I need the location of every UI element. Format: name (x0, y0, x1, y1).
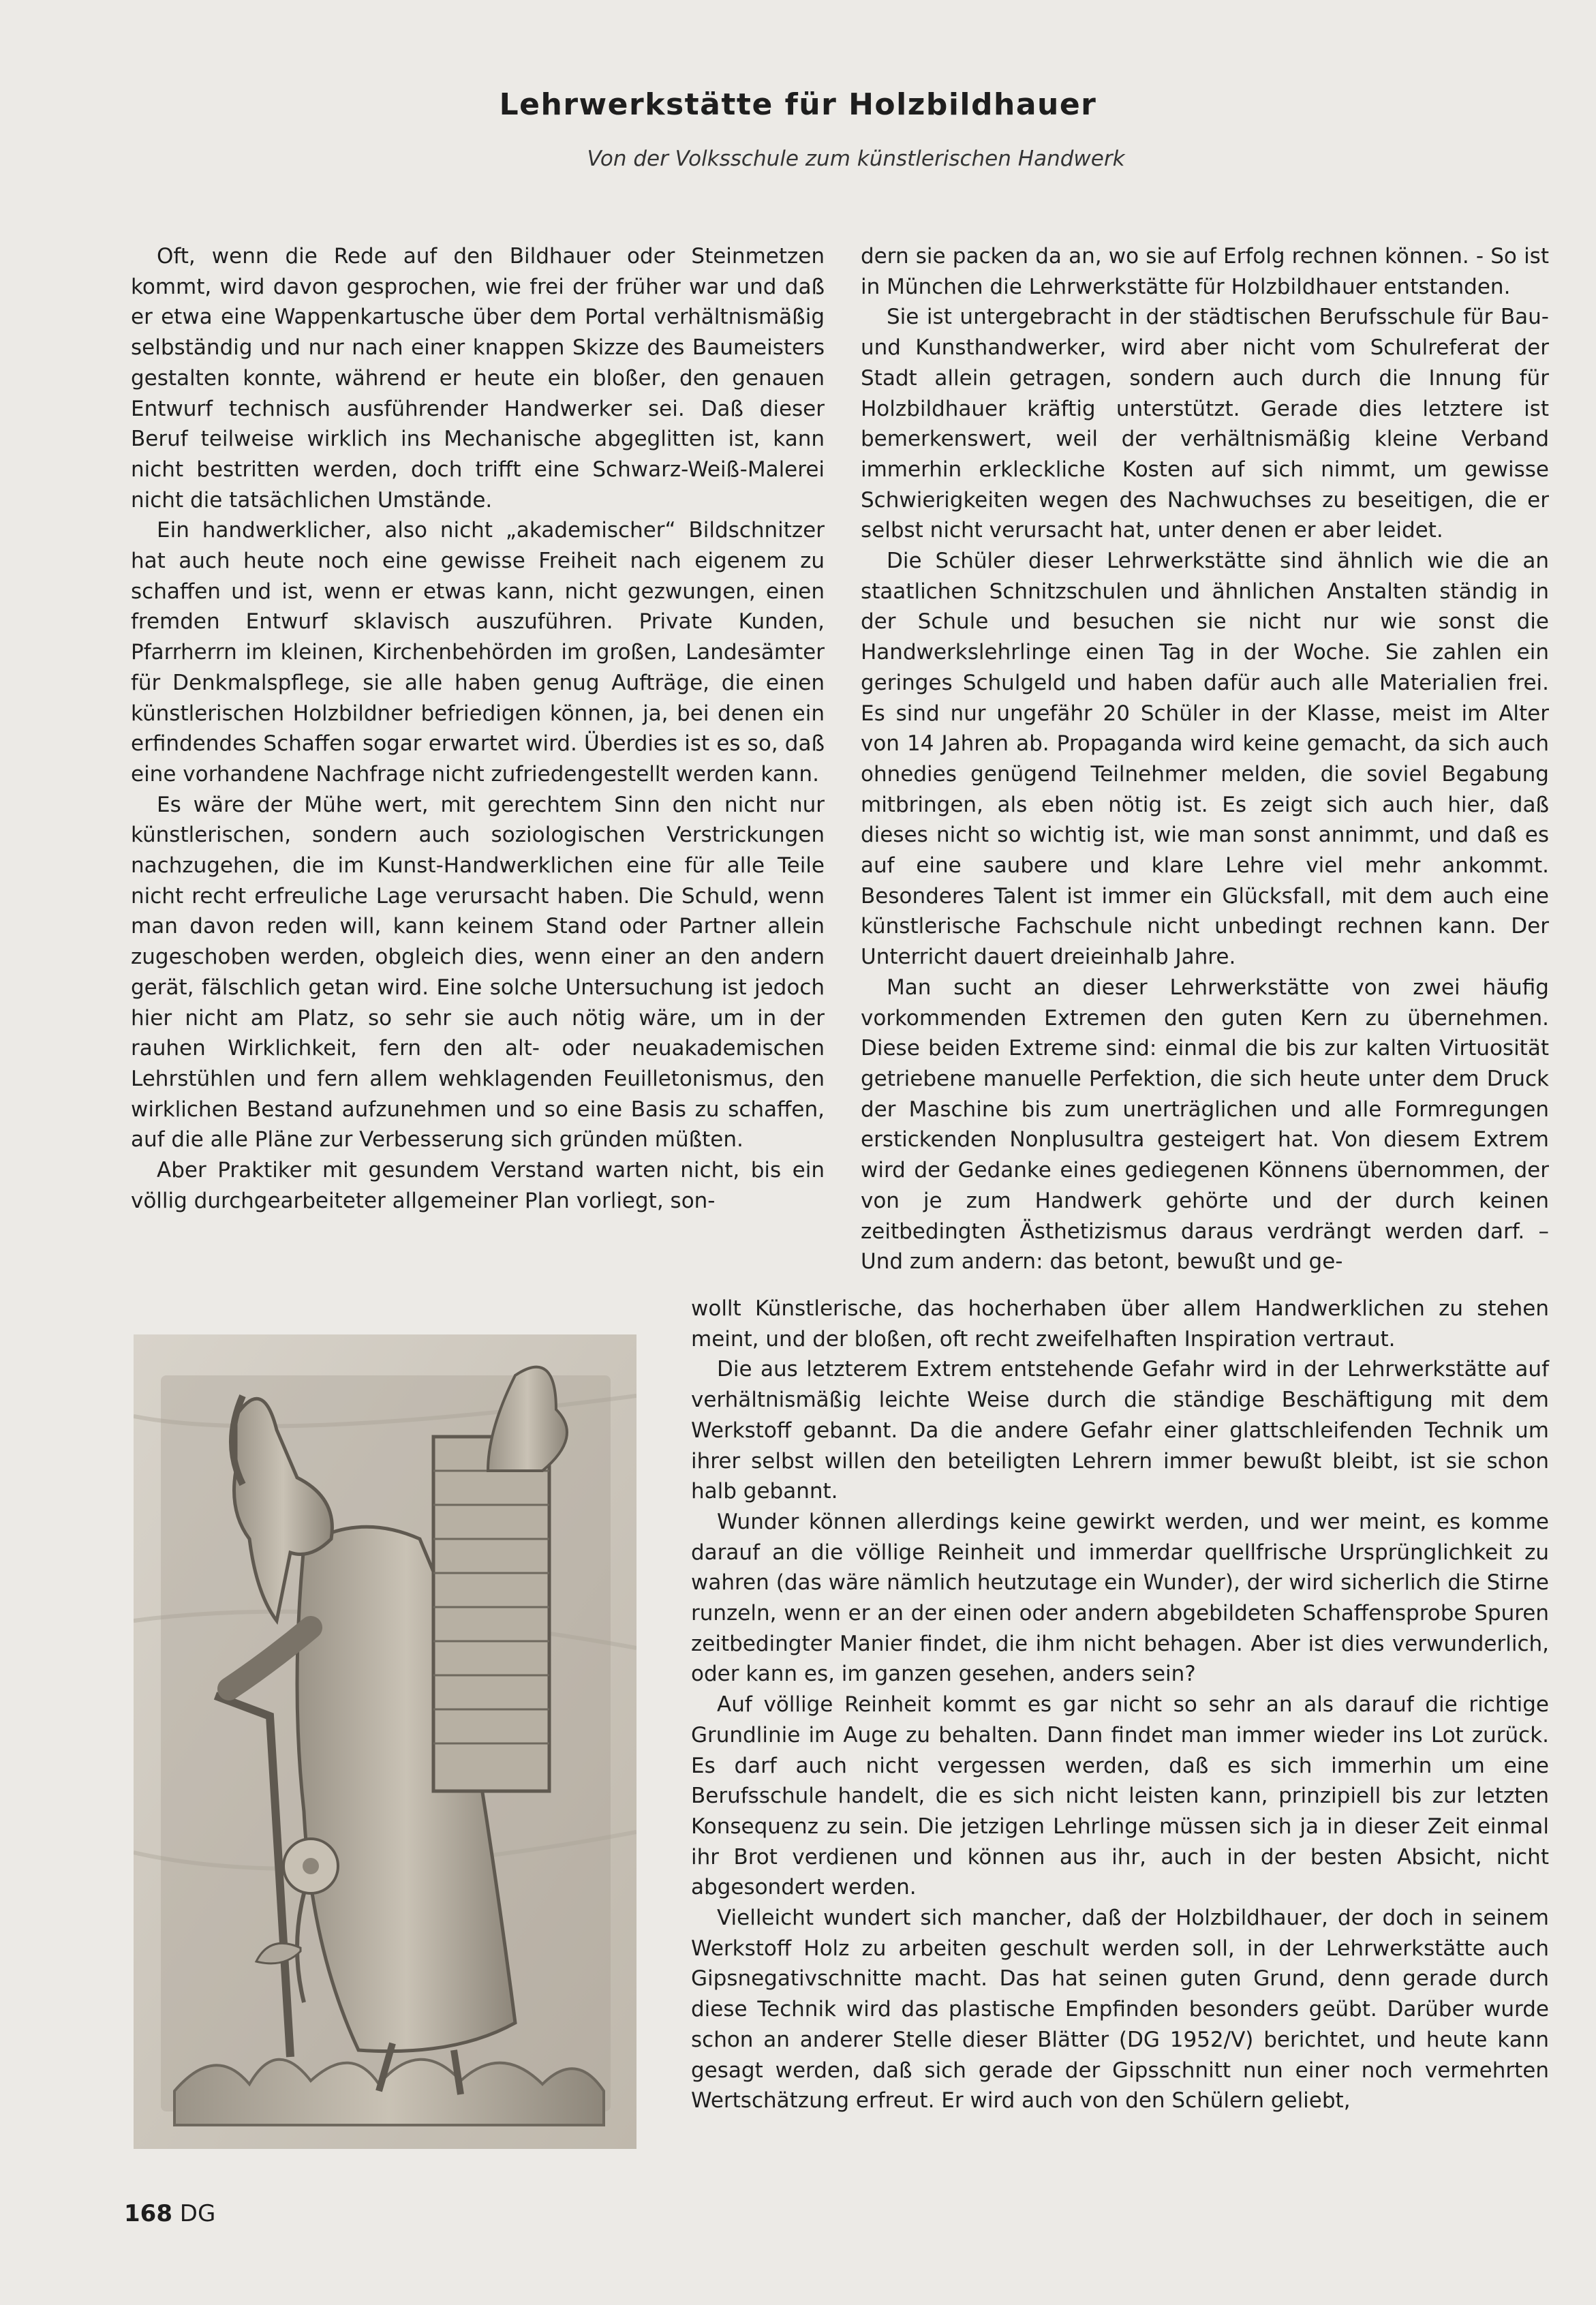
paragraph: Wunder können allerdings keine gewirkt werden, und wer meint, es komme darauf an die völlige Reinheit und immerdar quellfrische Ursprünglichkeit zu wahren (das wäre nämlich heutzutage ein Wunder), der wird sicherlich die Stirne runzeln, wenn er an der einen oder andern abgebildeten Schaffensprobe Spuren zeitbedingter Manier findet, die ihm nicht behagen. Aber ist dies verwunderlich, oder kann es, im ganzen gesehen, anders sein? (691, 1509, 1549, 1687)
journal-abbrev: DG (179, 2200, 216, 2227)
relief-illustration (134, 1334, 636, 2149)
page-folio (124, 2200, 215, 2227)
paragraph: dern sie packen da an, wo sie auf Erfolg rechnen können. - So ist in München die Lehrwerkstätte für Holzbildhauer entstanden. (861, 244, 1549, 299)
paragraph: Aber Praktiker mit gesundem Verstand warten nicht, bis ein völlig durchgearbeiteter allgemeiner Plan vorliegt, son- (131, 1158, 825, 1213)
paragraph: wollt Künstlerische, das hocherhaben über allem Handwerklichen zu stehen meint, und der bloßen, oft recht zweifelhaften Inspiration vertraut. (691, 1296, 1549, 1352)
article-subtitle: Von der Volksschule zum künstlerischen Handwerk (587, 147, 1125, 171)
left-column (131, 241, 825, 1217)
paragraph: Es wäre der Mühe wert, mit gerechtem Sinn den nicht nur künstlerischen, sondern auch soziologischen Verstrickungen nachzugehen, die im Kunst-Handwerklichen eine für alle Teile nicht recht erfreuliche Lage verursacht haben. Die Schuld, wenn man davon reden will, kann keinem Stand oder Partner allein zugeschoben werden, obgleich dies, wenn einer an den andern gerät, fälschlich getan wird. Eine solche Untersuchung ist jedoch hier nicht am Platz, so sehr sie auch nötig wäre, um in der rauhen Wirklichkeit, fern den alt- oder neuakademischen Lehrstühlen und fern allem wehklagenden Feuilletonismus, den wirklichen Bestand aufzunehmen und so eine Basis zu schaffen, auf die alle Pläne zur Verbesserung sich gründen müßten. (131, 792, 825, 1152)
paragraph: Vielleicht wundert sich mancher, daß der Holzbildhauer, der doch in seinem Werkstoff Holz zu arbeiten geschult werden soll, in der Lehrwerkstätte auch Gipsnegativschnitte macht. Das hat seinen guten Grund, denn gerade durch diese Technik wird das plastische Empfinden besonders geübt. Darüber wurde schon an anderer Stelle dieser Blätter (DG 1952/V) berichtet, und heute kann gesagt werden, daß sich gerade der Gipsschnitt nun einer noch vermehrten Wertschätzung erfreut. Er wird auch von den Schülern geliebt, (691, 1906, 1549, 2113)
paragraph: Die aus letzterem Extrem entstehende Gefahr wird in der Lehrwerkstätte auf verhältnismäßig leichte Weise durch die ständige Beschäftigung mit dem Werkstoff gebannt. Da die andere Gefahr einer glattschleifenden Technik um ihrer selbst willen den beteiligten Lehrern immer bewußt bleibt, ist sie schon halb gebannt. (691, 1357, 1549, 1504)
paragraph: Die Schüler dieser Lehrwerkstätte sind ähnlich wie die an staatlichen Schnitzschulen und ähnlichen Anstalten ständig in der Schule und besuchen sie nicht nur wie sonst die Handwerkslehrlinge einen Tag in der Woche. Sie zahlen ein geringes Schulgeld und haben dafür auch alle Materialien frei. Es sind nur ungefähr 20 Schüler in der Klasse, meist im Alter von 14 Jahren ab. Propaganda wird keine gemacht, da sich auch ohnedies genügend Teilnehmer melden, die soviel Begabung mitbringen, als eben nötig ist. Es zeigt sich auch hier, daß dieses nicht so wichtig ist, wie man sonst annimmt, und daß es auf eine saubere und klare Lehre viel mehr ankommt. Besonderes Talent ist immer ein Glücksfall, mit dem auch eine künstlerische Fachschule nicht unbedingt rechnen kann. Der Unterricht dauert dreieinhalb Jahre. (861, 549, 1549, 970)
paragraph: Auf völlige Reinheit kommt es gar nicht so sehr an als darauf die richtige Grundlinie im Auge zu behalten. Dann findet man immer wieder ins Lot zurück. Es darf auch nicht vergessen werden, daß es sich immerhin um eine Berufsschule handelt, die es sich nicht leisten kann, prinzipiell bis zur letzten Konsequenz zu sein. Die jetzigen Lehrlinge müssen sich ja in dieser Zeit einmal ihr Brot verdienen und können aus ihr, auch in der besten Absicht, nicht abgesondert werden. (691, 1692, 1549, 1900)
article-title: Lehrwerkstätte für Holzbildhauer (499, 87, 1097, 122)
right-column-bottom (691, 1294, 1549, 2116)
paragraph: Sie ist untergebracht in der städtischen Berufsschule für Bau- und Kunsthandwerker, wird aber nicht vom Schulreferat der Stadt allein getragen, sondern auch durch die Innung für Holzbildhauer kräftig unterstützt. Gerade dies letztere ist bemerkenswert, weil der verhältnismäßig kleine Verband immerhin erkleckliche Kosten auf sich nimmt, um gewisse Schwierigkeiten wegen des Nachwuchses zu beseitigen, die er selbst nicht verursacht hat, unter denen er aber leidet. (861, 305, 1549, 543)
right-column-top (861, 241, 1549, 1277)
paragraph: Man sucht an dieser Lehrwerkstätte von zwei häufig vorkommenden Extremen den guten Kern zu übernehmen. Diese beiden Extreme sind: einmal die bis zur kalten Virtuosität getriebene manuelle Perfektion, die sich heute unter dem Druck der Maschine bis zum unerträglichen und alle Formregungen erstickenden Nonplusultra gesteigert hat. Von diesem Extrem wird der Gedanke eines gediegenen Könnens übernommen, der von je zum Handwerk gehörte und der durch keinen zeitbedingten Ästhetizismus daraus verdrängt werden darf. – Und zum andern: das betont, bewußt und ge- (861, 975, 1549, 1274)
paragraph: Oft, wenn die Rede auf den Bildhauer oder Steinmetzen kommt, wird davon gesprochen, wie frei der früher war und daß er etwa eine Wappenkartusche über dem Portal verhältnismäßig selbständig und nur nach einer knappen Skizze des Baumeisters gestalten konnte, während er heute ein bloßer, den genauen Entwurf technisch ausführender Handwerker sei. Daß dieser Beruf teilweise wirklich ins Mechanische abgeglitten ist, kann nicht bestritten werden, doch trifft eine Schwarz-Weiß-Malerei nicht die tatsächlichen Umstände. (131, 244, 825, 513)
paragraph: Ein handwerklicher, also nicht „akademischer“ Bildschnitzer hat auch heute noch eine gewisse Freiheit nach eigenem zu schaffen und ist, wenn er etwas kann, nicht gezwungen, einen fremden Entwurf sklavisch auszuführen. Private Kunden, Pfarrherrn im kleinen, Kirchenbehörden im großen, Landesämter für Denkmalspflege, sie alle haben genug Aufträge, die einen künstlerischen Holzbildner befriedigen können, ja, bei denen ein erfindendes Schaffen sogar erwartet wird. Überdies ist es so, daß eine vorhandene Nachfrage nicht zufriedengestellt werden kann. (131, 518, 825, 787)
carved-relief-image (134, 1334, 636, 2149)
page-number: 168 (124, 2200, 172, 2227)
